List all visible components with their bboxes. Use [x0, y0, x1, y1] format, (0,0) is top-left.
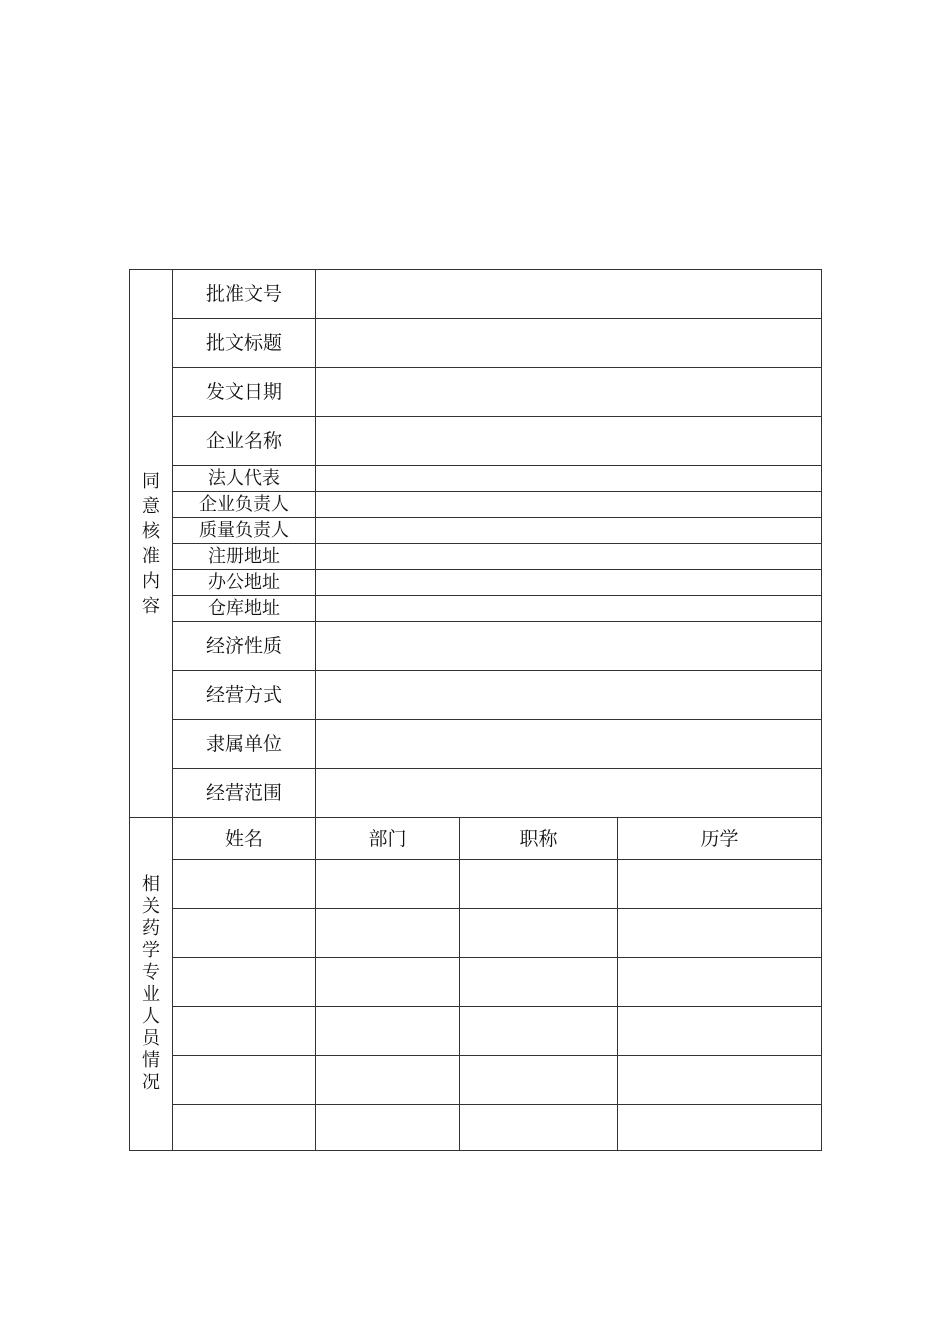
personnel-title-cell[interactable] — [460, 909, 618, 958]
personnel-education-cell[interactable] — [618, 1056, 822, 1105]
personnel-row — [130, 1105, 822, 1151]
field-label: 注册地址 — [173, 544, 316, 570]
field-label: 企业负责人 — [173, 492, 316, 518]
personnel-department-cell[interactable] — [316, 1007, 460, 1056]
personnel-title-cell[interactable] — [460, 1007, 618, 1056]
field-label: 经济性质 — [173, 622, 316, 671]
approval-section-label: 同意核准内容 — [130, 270, 173, 818]
personnel-department-cell[interactable] — [316, 1105, 460, 1151]
field-label: 发文日期 — [173, 368, 316, 417]
approval-title-field[interactable] — [316, 319, 822, 368]
field-label: 仓库地址 — [173, 596, 316, 622]
approval-number-field[interactable] — [316, 270, 822, 319]
personnel-department-cell[interactable] — [316, 860, 460, 909]
field-label: 经营方式 — [173, 671, 316, 720]
personnel-department-cell[interactable] — [316, 1056, 460, 1105]
field-row — [130, 270, 822, 319]
approval-form — [129, 269, 821, 1151]
field-label: 质量负责人 — [173, 518, 316, 544]
personnel-education-cell[interactable] — [618, 1007, 822, 1056]
personnel-name-cell[interactable] — [173, 958, 316, 1007]
personnel-row — [130, 958, 822, 1007]
personnel-department-cell[interactable] — [316, 958, 460, 1007]
field-row — [130, 466, 822, 492]
field-row — [130, 596, 822, 622]
personnel-education-cell[interactable] — [618, 860, 822, 909]
personnel-header-row — [130, 818, 822, 860]
field-row — [130, 417, 822, 466]
personnel-title-cell[interactable] — [460, 1105, 618, 1151]
personnel-row — [130, 909, 822, 958]
company-name-field[interactable] — [316, 417, 822, 466]
personnel-title-cell[interactable] — [460, 1056, 618, 1105]
business-mode-field[interactable] — [316, 671, 822, 720]
personnel-row — [130, 1056, 822, 1105]
column-header-name: 姓名 — [173, 818, 316, 860]
personnel-department-cell[interactable] — [316, 909, 460, 958]
business-scope-field[interactable] — [316, 769, 822, 818]
affiliated-unit-field[interactable] — [316, 720, 822, 769]
personnel-row — [130, 860, 822, 909]
warehouse-address-field[interactable] — [316, 596, 822, 622]
field-label: 办公地址 — [173, 570, 316, 596]
personnel-education-cell[interactable] — [618, 1105, 822, 1151]
field-row — [130, 671, 822, 720]
personnel-title-cell[interactable] — [460, 958, 618, 1007]
field-row — [130, 319, 822, 368]
column-header-department: 部门 — [316, 818, 460, 860]
personnel-title-cell[interactable] — [460, 860, 618, 909]
column-header-title: 职称 — [460, 818, 618, 860]
approval-form-table — [129, 269, 822, 1151]
column-header-education: 历学 — [618, 818, 822, 860]
field-label: 隶属单位 — [173, 720, 316, 769]
field-row — [130, 720, 822, 769]
field-label: 企业名称 — [173, 417, 316, 466]
issue-date-field[interactable] — [316, 368, 822, 417]
legal-representative-field[interactable] — [316, 466, 822, 492]
personnel-row — [130, 1007, 822, 1056]
field-row — [130, 769, 822, 818]
office-address-field[interactable] — [316, 570, 822, 596]
personnel-name-cell[interactable] — [173, 909, 316, 958]
field-label: 批文标题 — [173, 319, 316, 368]
field-label: 经营范围 — [173, 769, 316, 818]
field-row — [130, 518, 822, 544]
field-row — [130, 368, 822, 417]
field-row — [130, 570, 822, 596]
quality-head-field[interactable] — [316, 518, 822, 544]
personnel-name-cell[interactable] — [173, 1056, 316, 1105]
personnel-name-cell[interactable] — [173, 1105, 316, 1151]
personnel-education-cell[interactable] — [618, 958, 822, 1007]
field-label: 法人代表 — [173, 466, 316, 492]
field-row — [130, 544, 822, 570]
company-head-field[interactable] — [316, 492, 822, 518]
personnel-name-cell[interactable] — [173, 860, 316, 909]
registered-address-field[interactable] — [316, 544, 822, 570]
field-row — [130, 492, 822, 518]
personnel-education-cell[interactable] — [618, 909, 822, 958]
personnel-name-cell[interactable] — [173, 1007, 316, 1056]
field-label: 批准文号 — [173, 270, 316, 319]
personnel-section-label: 相关药学专业人员情况 — [130, 818, 173, 1151]
field-row — [130, 622, 822, 671]
economic-nature-field[interactable] — [316, 622, 822, 671]
